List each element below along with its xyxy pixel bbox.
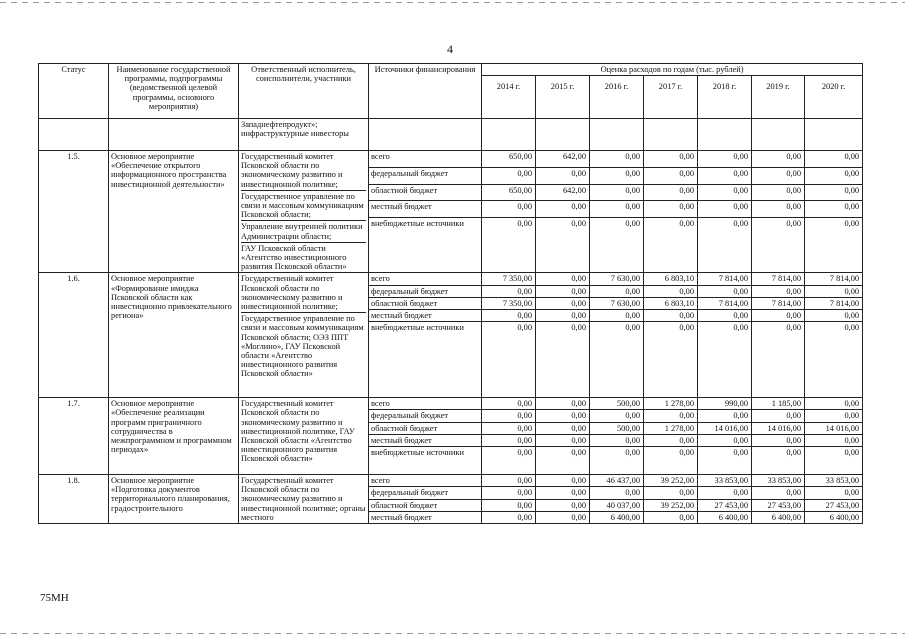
amount-cell: 14 016,00 (698, 422, 752, 434)
row-name: Основное мероприятие «Подготовка документов территориального планирования, градостроительного (109, 475, 239, 524)
amount-cell: 0,00 (698, 434, 752, 446)
amount-cell: 0,00 (698, 151, 752, 168)
amount-cell: 0,00 (644, 322, 698, 398)
source-label: внебюджетные источники (369, 218, 482, 273)
source-label: федеральный бюджет (369, 285, 482, 297)
source-label: федеральный бюджет (369, 167, 482, 184)
amount-cell: 0,00 (482, 285, 536, 297)
amount-cell: 7 814,00 (698, 297, 752, 309)
amount-cell: 0,00 (752, 310, 805, 322)
amount-cell: 0,00 (644, 447, 698, 475)
source-label: федеральный бюджет (369, 487, 482, 499)
row-responsible (239, 398, 369, 475)
header-year: 2018 г. (698, 76, 752, 119)
amount-cell: 0,00 (698, 167, 752, 184)
amount-cell: 7 814,00 (752, 273, 805, 285)
amount-cell: 0,00 (536, 297, 590, 309)
expenditure-table (38, 63, 863, 524)
table-row (39, 273, 863, 285)
amount-cell: 650,00 (482, 151, 536, 168)
responsible-party: Государственное управление по связи и массовым коммуникациям Псковской области; (241, 190, 366, 220)
amount-cell: 0,00 (536, 322, 590, 398)
header-year: 2017 г. (644, 76, 698, 119)
amount-cell: 0,00 (536, 218, 590, 273)
amount-cell: 0,00 (482, 410, 536, 422)
header-responsible: Ответственный исполнитель, соисполнители, участники (239, 64, 369, 119)
amount-cell: 0,00 (805, 184, 863, 201)
amount-cell: 0,00 (752, 322, 805, 398)
amount-cell: 0,00 (805, 447, 863, 475)
amount-cell: 0,00 (698, 447, 752, 475)
amount-cell: 0,00 (805, 151, 863, 168)
amount-cell: 0,00 (482, 447, 536, 475)
amount-cell: 0,00 (482, 475, 536, 487)
amount-cell: 0,00 (482, 310, 536, 322)
header-status: Статус (39, 64, 109, 119)
source-label: внебюджетные источники (369, 322, 482, 398)
amount-cell: 0,00 (590, 167, 644, 184)
amount-cell: 7 814,00 (805, 273, 863, 285)
amount-cell: 39 252,00 (644, 499, 698, 511)
source-label: областной бюджет (369, 184, 482, 201)
responsible-party: Управление внутренней политики Администрации области; (241, 220, 366, 240)
amount-cell: 6 400,00 (698, 511, 752, 523)
scan-edge-bottom (0, 633, 905, 634)
page-number: 4 (447, 42, 453, 56)
amount-cell: 642,00 (536, 184, 590, 201)
amount-cell: 0,00 (644, 410, 698, 422)
amount-cell: 0,00 (536, 398, 590, 410)
amount-cell: 0,00 (752, 487, 805, 499)
header-year: 2016 г. (590, 76, 644, 119)
amount-cell: 40 037,00 (590, 499, 644, 511)
amount-cell: 0,00 (482, 422, 536, 434)
amount-cell: 7 814,00 (698, 273, 752, 285)
amount-cell: 0,00 (805, 167, 863, 184)
amount-cell: 0,00 (805, 218, 863, 273)
amount-cell: 7 814,00 (752, 297, 805, 309)
row-name: Основное мероприятие «Обеспечение открытого информационного пространства инвестиционной деятельности» (109, 151, 239, 273)
amount-cell: 0,00 (482, 487, 536, 499)
table-header (39, 64, 863, 119)
amount-cell: 0,00 (536, 434, 590, 446)
amount-cell: 0,00 (590, 487, 644, 499)
source-label: всего (369, 475, 482, 487)
amount-cell: 642,00 (536, 151, 590, 168)
amount-cell: 0,00 (698, 487, 752, 499)
row-name: Основное мероприятие «Обеспечение реализации программ приграничного сотрудничества в межпрограммном и программном периодах» (109, 398, 239, 475)
amount-cell: 0,00 (590, 322, 644, 398)
amount-cell: 0,00 (590, 410, 644, 422)
amount-cell: 0,00 (698, 285, 752, 297)
amount-cell: 27 453,00 (752, 499, 805, 511)
source-label: областной бюджет (369, 297, 482, 309)
amount-cell: 650,00 (482, 184, 536, 201)
source-label: местный бюджет (369, 201, 482, 218)
amount-cell: 0,00 (752, 434, 805, 446)
amount-cell: 0,00 (698, 184, 752, 201)
source-label: федеральный бюджет (369, 410, 482, 422)
amount-cell: 0,00 (590, 201, 644, 218)
header-year: 2019 г. (752, 76, 805, 119)
responsible-party: Государственный комитет Псковской области по экономическому развитию и инвестиционной политике; органы местного (241, 476, 366, 522)
amount-cell: 27 453,00 (805, 499, 863, 511)
amount-cell: 0,00 (752, 218, 805, 273)
row-status: 1.5. (39, 151, 109, 273)
header-sources: Источники финансирования (369, 64, 482, 119)
amount-cell: 0,00 (805, 322, 863, 398)
row-status: 1.7. (39, 398, 109, 475)
amount-cell: 7 630,00 (590, 273, 644, 285)
amount-cell: 0,00 (536, 410, 590, 422)
source-label: всего (369, 151, 482, 168)
table-row (39, 475, 863, 487)
amount-cell: 500,00 (590, 398, 644, 410)
amount-cell: 14 016,00 (805, 422, 863, 434)
row-responsible (239, 273, 369, 398)
amount-cell: 0,00 (536, 447, 590, 475)
amount-cell: 0,00 (536, 310, 590, 322)
amount-cell: 39 252,00 (644, 475, 698, 487)
amount-cell: 0,00 (482, 218, 536, 273)
amount-cell: 0,00 (644, 511, 698, 523)
amount-cell: 0,00 (536, 285, 590, 297)
amount-cell: 0,00 (482, 201, 536, 218)
amount-cell: 14 016,00 (752, 422, 805, 434)
amount-cell: 33 853,00 (698, 475, 752, 487)
amount-cell: 0,00 (805, 285, 863, 297)
amount-cell: 0,00 (590, 184, 644, 201)
amount-cell: 0,00 (644, 434, 698, 446)
amount-cell: 0,00 (644, 167, 698, 184)
amount-cell: 0,00 (752, 410, 805, 422)
amount-cell: 0,00 (536, 511, 590, 523)
header-estimate: Оценка расходов по годам (тыс. рублей) (482, 64, 863, 76)
amount-cell: 0,00 (752, 285, 805, 297)
responsible-party: Государственный комитет Псковской области по экономическому развитию и инвестиционной политике; (241, 274, 343, 312)
amount-cell: 0,00 (752, 167, 805, 184)
amount-cell: 0,00 (536, 487, 590, 499)
source-label: местный бюджет (369, 434, 482, 446)
amount-cell: 7 350,00 (482, 297, 536, 309)
amount-cell: 6 803,10 (644, 297, 698, 309)
amount-cell: 6 400,00 (590, 511, 644, 523)
amount-cell: 0,00 (805, 487, 863, 499)
amount-cell: 1 185,00 (752, 398, 805, 410)
amount-cell: 0,00 (590, 218, 644, 273)
responsible-party: Государственное управление по связи и массовым коммуникациям Псковской области; ОЭЗ ППТ «Моглино», ГАУ Псковской области «Агентство инвестиционного развития Псковской области» (241, 312, 366, 378)
amount-cell: 990,00 (698, 398, 752, 410)
amount-cell: 0,00 (644, 201, 698, 218)
amount-cell: 0,00 (590, 285, 644, 297)
amount-cell: 0,00 (644, 487, 698, 499)
amount-cell: 6 400,00 (805, 511, 863, 523)
header-name: Наименование государственной программы, подпрограммы (ведомственной целевой программы, основного мероприятия) (109, 64, 239, 119)
amount-cell: 0,00 (805, 434, 863, 446)
amount-cell: 0,00 (698, 218, 752, 273)
amount-cell: 0,00 (482, 434, 536, 446)
amount-cell: 0,00 (752, 201, 805, 218)
table-body (39, 119, 863, 524)
amount-cell: 0,00 (644, 218, 698, 273)
amount-cell: 6 400,00 (752, 511, 805, 523)
header-year: 2020 г. (805, 76, 863, 119)
amount-cell: 500,00 (590, 422, 644, 434)
amount-cell: 6 803,10 (644, 273, 698, 285)
amount-cell: 0,00 (536, 167, 590, 184)
amount-cell: 7 814,00 (805, 297, 863, 309)
row-responsible (239, 475, 369, 524)
source-label: всего (369, 273, 482, 285)
source-label: всего (369, 398, 482, 410)
header-year: 2015 г. (536, 76, 590, 119)
amount-cell: 33 853,00 (805, 475, 863, 487)
row-status: 1.8. (39, 475, 109, 524)
footer-code: 75МН (40, 592, 69, 604)
amount-cell: 0,00 (590, 447, 644, 475)
amount-cell: 7 630,00 (590, 297, 644, 309)
amount-cell: 1 278,00 (644, 398, 698, 410)
amount-cell: 0,00 (805, 398, 863, 410)
amount-cell: 0,00 (698, 322, 752, 398)
amount-cell: 0,00 (482, 511, 536, 523)
amount-cell: 0,00 (590, 434, 644, 446)
amount-cell: 0,00 (482, 322, 536, 398)
amount-cell: 0,00 (644, 151, 698, 168)
header-year: 2014 г. (482, 76, 536, 119)
source-label: областной бюджет (369, 422, 482, 434)
scan-edge-top (0, 2, 905, 3)
amount-cell: 0,00 (482, 398, 536, 410)
amount-cell: 0,00 (590, 151, 644, 168)
source-label: областной бюджет (369, 499, 482, 511)
table-row (39, 151, 863, 168)
continuation-responsible: Западнефтепродукт»; инфраструктурные инвесторы (239, 119, 369, 151)
amount-cell: 0,00 (698, 201, 752, 218)
amount-cell: 0,00 (752, 447, 805, 475)
amount-cell: 0,00 (644, 184, 698, 201)
amount-cell: 1 278,00 (644, 422, 698, 434)
amount-cell: 0,00 (752, 151, 805, 168)
amount-cell: 0,00 (644, 310, 698, 322)
source-label: внебюджетные источники (369, 447, 482, 475)
amount-cell: 7 350,00 (482, 273, 536, 285)
amount-cell: 46 437,00 (590, 475, 644, 487)
amount-cell: 0,00 (590, 310, 644, 322)
amount-cell: 0,00 (536, 499, 590, 511)
amount-cell: 0,00 (805, 410, 863, 422)
amount-cell: 27 453,00 (698, 499, 752, 511)
responsible-party: ГАУ Псковской области «Агентство инвестиционного развития Псковской области» (241, 242, 366, 272)
amount-cell: 0,00 (752, 184, 805, 201)
responsible-party: Государственный комитет Псковской области по экономическому развитию и инвестиционной политике; (241, 152, 343, 189)
amount-cell: 0,00 (482, 167, 536, 184)
row-responsible (239, 151, 369, 273)
source-label: местный бюджет (369, 511, 482, 523)
amount-cell: 0,00 (805, 201, 863, 218)
amount-cell: 0,00 (536, 273, 590, 285)
table-row (39, 398, 863, 410)
amount-cell: 33 853,00 (752, 475, 805, 487)
amount-cell: 0,00 (698, 410, 752, 422)
continuation-row (39, 119, 863, 151)
amount-cell: 0,00 (536, 422, 590, 434)
amount-cell: 0,00 (536, 201, 590, 218)
row-status: 1.6. (39, 273, 109, 398)
amount-cell: 0,00 (698, 310, 752, 322)
row-name: Основное мероприятие «Формирование имиджа Псковской области как инвестиционно привлекательного региона» (109, 273, 239, 398)
responsible-party: Государственный комитет Псковской области по экономическому развитию и инвестиционной политике, ГАУ Псковской области «Агентство инвестиционного развития Псковской области» (241, 399, 355, 464)
amount-cell: 0,00 (805, 310, 863, 322)
amount-cell: 0,00 (536, 475, 590, 487)
amount-cell: 0,00 (644, 285, 698, 297)
amount-cell: 0,00 (482, 499, 536, 511)
source-label: местный бюджет (369, 310, 482, 322)
